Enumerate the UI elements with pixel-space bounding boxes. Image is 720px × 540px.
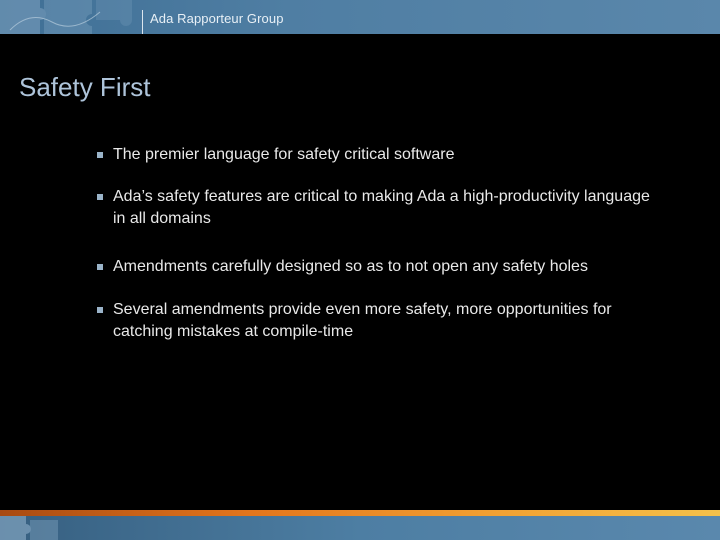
bullet-text: Amendments carefully designed so as to not open any safety holes xyxy=(113,258,588,275)
bullet-item xyxy=(96,186,666,230)
slide-footer xyxy=(0,508,720,540)
bullet-marker-icon xyxy=(97,152,103,158)
bullet-text: The premier language for safety critical software xyxy=(113,146,455,163)
bullet-item xyxy=(96,299,666,343)
bullet-marker-icon xyxy=(97,307,103,313)
bullet-marker-icon xyxy=(97,264,103,270)
bullet-text: Several amendments provide even more safety, more opportunities for catching mistakes at compile-time xyxy=(113,301,612,340)
puzzle-pieces-icon xyxy=(0,508,70,540)
slide-header xyxy=(0,0,720,34)
header-divider xyxy=(142,10,143,34)
bullet-text: Ada’s safety features are critical to making Ada a high-productivity language in all domains xyxy=(113,188,650,227)
puzzle-pieces-icon xyxy=(0,0,140,34)
bullet-item xyxy=(96,256,666,278)
bullet-list xyxy=(96,144,666,343)
bullet-item xyxy=(96,144,666,166)
bullet-marker-icon xyxy=(97,194,103,200)
slide-title: Safety First xyxy=(19,72,151,102)
footer-bar xyxy=(0,516,720,540)
org-name: Ada Rapporteur Group xyxy=(150,11,284,26)
